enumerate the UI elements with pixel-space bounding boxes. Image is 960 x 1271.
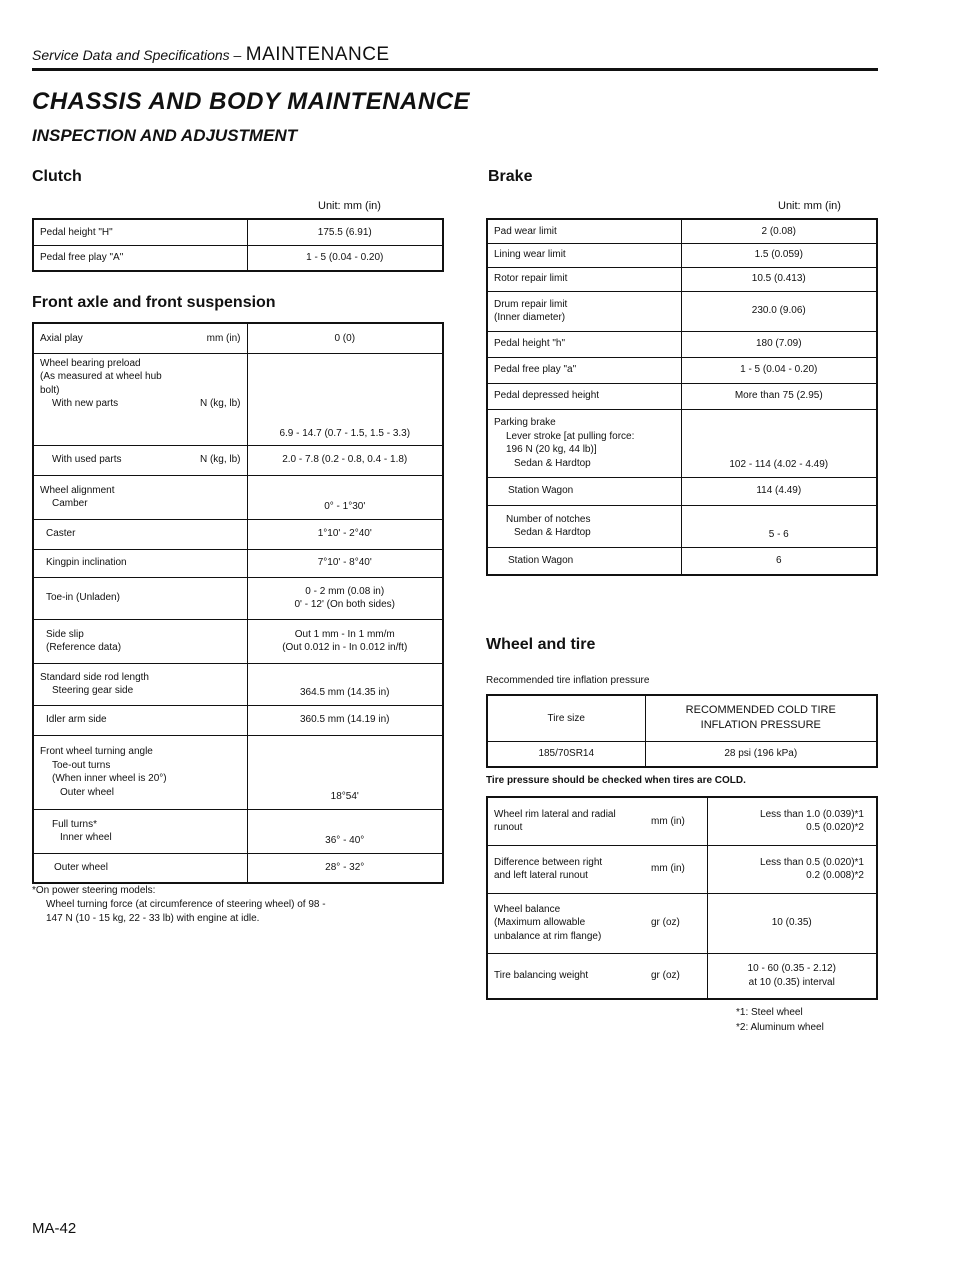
drum-repair-note: (Inner diameter) [494,312,566,323]
toe-out-outer-wheel-label: Outer wheel [60,786,114,798]
side-slip-value-mm: Out 1 mm - In 1 mm/m [294,628,395,640]
parking-brake-label: Parking brake [494,417,556,428]
table-row [487,953,877,999]
notches-wagon-value: 6 [681,547,877,575]
notches-sedan-value: 5 - 6 [681,505,877,547]
table-row [487,357,877,383]
wheel-balance-unit: gr (oz) [645,893,707,953]
full-turns-inner-label: Inner wheel [60,832,112,843]
rim-runout-label-2: runout [494,822,523,834]
table-row [487,845,877,893]
clutch-free-play-label: Pedal free play "A" [33,245,247,271]
power-note-line-3: 147 N (10 - 15 kg, 22 - 33 lb) with engine at idle. [46,913,260,924]
side-slip-value-in: (Out 0.012 in - In 0.012 in/ft) [282,642,408,653]
table-row [33,705,443,735]
camber-value: 0° - 1°30' [247,475,443,519]
toe-in-label: Toe-in (Unladen) [33,577,247,619]
toe-in-value-mm: 0 - 2 mm (0.08 in) [305,585,385,597]
table-row [33,735,443,809]
caster-value: 1°10' - 2°40' [247,519,443,549]
lever-sedan-value: 102 - 114 (4.02 - 4.49) [681,409,877,477]
table-row [33,519,443,549]
toe-in-value-deg: 0' - 12' (On both sides) [294,599,396,610]
turning-angle-label: Front wheel turning angle [40,746,153,757]
pressure-header-line-1: RECOMMENDED COLD TIRE [685,704,836,717]
camber-label: Camber [52,498,88,509]
full-turns-label: Full turns* [52,818,98,830]
pressure-value: 28 psi (196 kPa) [645,741,877,767]
steering-gear-side-value: 364.5 mm (14.35 in) [247,663,443,705]
recommended-pressure-label: Recommended tire inflation pressure [486,675,650,686]
rim-runout-steel: Less than 1.0 (0.039)*1 [760,808,864,820]
wheel-balance-note-2: unbalance at rim flange) [494,930,602,942]
lateral-diff-label: Difference between right [494,856,603,868]
wheel-tire-heading: Wheel and tire [486,636,596,653]
toe-out-outer-wheel-value: 18°54' [247,735,443,809]
table-row [33,475,443,519]
new-parts-value: 6.9 - 14.7 (0.7 - 1.5, 1.5 - 3.3) [247,353,443,445]
clutch-table [32,218,444,272]
balancing-weight-label: Tire balancing weight [487,953,645,999]
brake-pedal-height-value: 180 (7.09) [681,331,877,357]
table-row [487,267,877,291]
table-row [33,853,443,883]
pedal-depressed-value: More than 75 (2.95) [681,383,877,409]
lining-wear-value: 1.5 (0.059) [681,243,877,267]
full-turns-outer-value: 28° - 32° [247,853,443,883]
tire-size-value: 185/70SR14 [487,741,645,767]
table-row [487,741,877,767]
brake-heading: Brake [488,168,533,185]
table-row [487,331,877,357]
kingpin-label: Kingpin inclination [33,549,247,577]
idler-arm-value: 360.5 mm (14.19 in) [247,705,443,735]
new-parts-label: With new parts [52,398,119,409]
tire-pressure-table [486,694,878,768]
power-note-line-2: Wheel turning force (at circumference of steering wheel) of 98 - [46,899,326,910]
brake-pedal-height-label: Pedal height "h" [487,331,681,357]
full-turns-outer-label: Outer wheel [33,853,247,883]
used-parts-label: With used parts [52,454,122,466]
table-row [487,477,877,505]
table-row [487,219,877,243]
rim-runout-label: Wheel rim lateral and radial [494,808,616,820]
idler-arm-label: Idler arm side [33,705,247,735]
power-steering-note [32,884,452,926]
rotor-repair-value: 10.5 (0.413) [681,267,877,291]
table-row [33,245,443,271]
balancing-weight-unit: gr (oz) [645,953,707,999]
drum-repair-label: Drum repair limit [494,298,568,310]
lever-sedan-label: Sedan & Hardtop [514,457,591,469]
pad-wear-value: 2 (0.08) [681,219,877,243]
front-axle-table [32,322,444,884]
side-slip-note: (Reference data) [46,642,122,653]
clutch-unit: Unit: mm (in) [318,200,381,212]
lining-wear-label: Lining wear limit [487,243,681,267]
lever-stroke-label: Lever stroke [at pulling force: [506,430,635,442]
wheel-balance-label: Wheel balance [494,903,561,915]
table-row [33,619,443,663]
table-row [487,383,877,409]
clutch-heading: Clutch [32,168,82,185]
notches-wagon-label: Station Wagon [487,547,681,575]
lever-wagon-value: 114 (4.49) [681,477,877,505]
balancing-weight-range: 10 - 60 (0.35 - 2.12) [747,963,836,975]
rotor-repair-label: Rotor repair limit [487,267,681,291]
table-row [33,323,443,353]
page-number: MA-42 [32,1220,77,1237]
full-turns-inner-value: 36° - 40° [247,809,443,853]
table-row [33,577,443,619]
page-subtitle: INSPECTION AND ADJUSTMENT [32,126,298,145]
footnote-aluminum: *2: Aluminum wheel [736,1021,824,1033]
wheel-alignment-label: Wheel alignment [40,484,115,496]
clutch-pedal-height-value: 175.5 (6.91) [247,219,443,245]
balancing-weight-interval: at 10 (0.35) interval [748,976,835,988]
brake-unit: Unit: mm (in) [778,200,841,212]
side-slip-label: Side slip [46,628,84,640]
notches-sedan-label: Sedan & Hardtop [514,527,591,538]
wheel-spec-table [486,796,878,1000]
tire-check-note: Tire pressure should be checked when tires are COLD. [486,775,746,786]
bearing-preload-label: Wheel bearing preload [40,357,141,369]
lateral-diff-unit: mm (in) [645,845,707,893]
lever-stroke-force: 196 N (20 kg, 44 lb)] [506,444,597,455]
front-axle-heading: Front axle and front suspension [32,294,276,311]
footnote-steel: *1: Steel wheel [736,1007,803,1018]
new-parts-unit: N (kg, lb) [199,398,241,409]
axial-play-value: 0 (0) [247,323,443,353]
power-note-line-1: *On power steering models: [32,885,156,896]
side-rod-label: Standard side rod length [40,671,149,683]
brake-free-play-label: Pedal free play "a" [487,357,681,383]
table-row [487,695,877,741]
lever-wagon-label: Station Wagon [487,477,681,505]
table-row [487,797,877,845]
header-title: MAINTENANCE [245,44,390,65]
table-row [487,291,877,331]
table-row [487,505,877,547]
page-header [32,44,878,71]
page-title: CHASSIS AND BODY MAINTENANCE [32,88,471,115]
steering-gear-side-label: Steering gear side [52,685,134,696]
pedal-depressed-label: Pedal depressed height [487,383,681,409]
axial-play-label: Axial play [40,332,83,344]
clutch-free-play-value: 1 - 5 (0.04 - 0.20) [247,245,443,271]
table-row [487,547,877,575]
wheel-balance-value: 10 (0.35) [707,893,877,953]
used-parts-unit: N (kg, lb) [199,454,241,466]
notches-label: Number of notches [506,513,591,525]
lateral-diff-aluminum: 0.2 (0.008)*2 [806,870,864,881]
toe-out-turns-label: Toe-out turns [52,759,111,771]
brake-table [486,218,878,576]
drum-repair-value: 230.0 (9.06) [681,291,877,331]
clutch-pedal-height-label: Pedal height "H" [33,219,247,245]
rim-runout-aluminum: 0.5 (0.020)*2 [806,822,864,834]
table-row [487,893,877,953]
used-parts-value: 2.0 - 7.8 (0.2 - 0.8, 0.4 - 1.8) [247,445,443,475]
toe-out-condition: (When inner wheel is 20°) [52,773,167,784]
table-row [33,549,443,577]
header-section: Service Data and Specifications – [32,47,242,63]
wheel-footnotes [736,1006,824,1035]
bearing-preload-note2: bolt) [40,384,60,396]
table-row [33,809,443,853]
lateral-diff-steel: Less than 0.5 (0.020)*1 [760,856,864,868]
axial-play-unit: mm (in) [206,332,241,344]
wheel-balance-note: (Maximum allowable [494,917,586,929]
table-row [33,353,443,445]
table-row [33,445,443,475]
pressure-header-line-2: INFLATION PRESSURE [700,719,821,732]
table-row [487,409,877,477]
kingpin-value: 7°10' - 8°40' [247,549,443,577]
bearing-preload-note: (As measured at wheel hub [40,371,162,382]
table-row [33,219,443,245]
table-row [487,243,877,267]
rim-runout-unit: mm (in) [645,797,707,845]
brake-free-play-value: 1 - 5 (0.04 - 0.20) [681,357,877,383]
caster-label: Caster [33,519,247,549]
table-row [33,663,443,705]
lateral-diff-label-2: and left lateral runout [494,870,588,881]
tire-size-header: Tire size [487,695,645,741]
pad-wear-label: Pad wear limit [487,219,681,243]
